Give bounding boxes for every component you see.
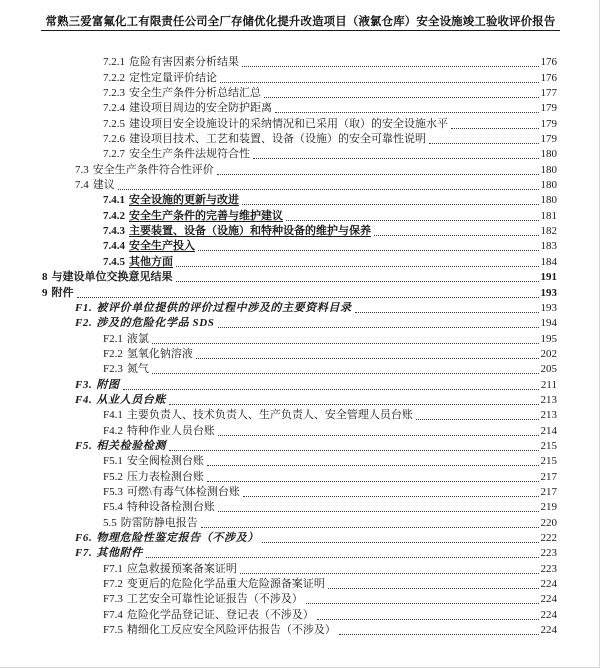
toc-entry-number: F7.1	[103, 562, 123, 575]
dot-leader	[429, 143, 539, 144]
toc-entry-number: F4.1	[103, 409, 123, 422]
dot-leader	[253, 158, 539, 159]
toc-entry-number: F1.	[75, 301, 93, 314]
toc-entry-page-number: 181	[540, 209, 557, 222]
toc-entry-title: 防雷防静电报告	[120, 516, 198, 529]
dot-leader	[317, 619, 539, 620]
dot-leader	[355, 312, 539, 313]
toc-entry	[42, 622, 557, 637]
toc-entry-page-number: 205	[540, 363, 557, 376]
toc-entry-page-number: 195	[540, 332, 557, 345]
toc-entry	[42, 115, 557, 130]
toc-entry-number: 7.4.5	[103, 255, 125, 268]
toc-entry-page-number: 193	[540, 286, 557, 299]
toc-entry-title: 应急救援预案备案证明	[126, 562, 237, 575]
toc-entry-title: 安全生产条件符合性评价	[92, 163, 214, 176]
toc-entry-title: 压力表检测台账	[126, 470, 204, 483]
toc-entry	[42, 376, 557, 391]
toc-entry-number: 9	[42, 286, 48, 299]
toc-entry-number: 7.2.7	[103, 148, 125, 161]
dot-leader	[220, 82, 539, 83]
toc-entry-number: F7.2	[103, 578, 123, 591]
toc-entry-title: 可燃\有毒气体检测台账	[126, 485, 240, 498]
toc-entry-number: F5.	[75, 439, 93, 452]
toc-entry-page-number: 224	[540, 593, 557, 606]
toc-entry	[42, 223, 557, 238]
toc-entry-page-number: 183	[540, 240, 557, 253]
toc-entry	[42, 606, 557, 621]
toc-entry-page-number: 176	[540, 71, 557, 84]
toc-entry-number: 8	[42, 271, 48, 284]
toc-entry-number: F6.	[75, 532, 93, 544]
toc-entry-page-number: 180	[540, 148, 557, 161]
toc-entry-number: F2.	[75, 317, 93, 330]
toc-entry-page-number: 219	[540, 501, 557, 514]
toc-entry-number: F7.	[75, 547, 93, 560]
dot-leader	[217, 174, 539, 175]
toc-entry	[42, 468, 557, 483]
dot-leader	[218, 435, 539, 436]
toc-entry	[42, 330, 557, 345]
toc-entry-number: F5.4	[103, 501, 123, 514]
toc-entry-title: 与建设单位交换意见结果	[51, 271, 173, 284]
toc-entry	[42, 591, 557, 606]
toc-entry	[42, 177, 557, 192]
toc-entry-page-number: 179	[540, 102, 557, 115]
dot-leader	[328, 588, 539, 589]
toc-entry-number: 7.4.4	[103, 240, 125, 253]
dot-leader	[176, 266, 539, 267]
toc-entry-title: 建设项目技术、工艺和装置、设备（设施）的安全可靠性说明	[129, 133, 426, 146]
toc-entry	[42, 192, 557, 207]
toc-entry-page-number: 179	[540, 133, 557, 146]
toc-entry-number: 7.2.1	[103, 56, 125, 69]
dot-leader	[118, 189, 539, 190]
toc-entry-page-number: 214	[540, 424, 557, 437]
toc-entry-number: 5.5	[103, 516, 117, 529]
toc-entry	[42, 545, 557, 560]
toc-entry-page-number: 215	[540, 439, 557, 452]
toc-entry	[42, 361, 557, 376]
toc-entry	[42, 346, 557, 361]
toc-entry-number: F5.1	[103, 455, 123, 468]
toc-entry-title: 安全生产投入	[129, 240, 195, 253]
toc-entry-page-number: 220	[540, 516, 557, 529]
toc-entry-title: 主要负责人、技术负责人、生产负责人、安全管理人员台账	[126, 409, 413, 422]
toc-entry-title: 安全阀检测台账	[126, 455, 204, 468]
toc-entry-number: F2.2	[103, 347, 123, 360]
toc-entry-title: 附图	[96, 378, 120, 391]
dot-leader	[374, 235, 539, 236]
toc-entry-page-number: 217	[540, 485, 557, 498]
toc-entry-title: 相关检验检测	[96, 439, 166, 452]
dot-leader	[218, 511, 539, 512]
dot-leader	[198, 250, 539, 251]
toc-entry-title: 其他方面	[129, 255, 173, 268]
toc-entry	[42, 438, 557, 453]
toc-entry-number: F3.	[75, 378, 93, 391]
toc-entry	[42, 576, 557, 591]
toc-entry-page-number: 222	[540, 532, 557, 544]
dot-leader	[240, 573, 539, 574]
toc-entry	[42, 69, 557, 84]
toc-entry-page-number: 179	[540, 117, 557, 130]
toc-entry-page-number: 211	[540, 378, 557, 391]
dot-leader	[262, 542, 539, 543]
toc-entry-title: 特种设备检测台账	[126, 501, 215, 514]
toc-entry-number: F4.	[75, 393, 93, 406]
toc-entry-page-number: 194	[540, 317, 557, 330]
toc-entry-title: 物理危险性鉴定报告（不涉及）	[96, 532, 259, 544]
toc-entry-number: 7.4.1	[103, 194, 125, 207]
toc-entry	[42, 300, 557, 315]
toc-entry	[42, 269, 557, 284]
dot-leader	[306, 603, 539, 604]
dot-leader	[339, 634, 539, 635]
toc-entry-page-number: 213	[540, 393, 557, 406]
toc-entry-title: 氮气	[126, 363, 149, 376]
dot-leader	[201, 527, 539, 528]
toc-entry	[42, 146, 557, 161]
dot-leader	[207, 481, 539, 482]
toc-entry-title: 涉及的危险化学品 SDS	[96, 317, 215, 330]
toc-entry	[42, 484, 557, 499]
toc-entry	[42, 238, 557, 253]
toc-entry-number: 7.2.2	[103, 71, 125, 84]
dot-leader	[152, 373, 539, 374]
toc-entry-page-number: 193	[540, 301, 557, 314]
dot-leader	[243, 496, 539, 497]
dot-leader	[146, 557, 539, 558]
toc-entry-number: F2.1	[103, 332, 123, 345]
toc-entry-page-number: 213	[540, 409, 557, 422]
toc-entry-page-number: 217	[540, 470, 557, 483]
toc-entry-title: 氢氧化钠溶液	[126, 347, 193, 360]
toc-entry	[42, 253, 557, 268]
toc-entry-title: 从业人员台账	[96, 393, 166, 406]
toc-entry-number: 7.3	[75, 163, 89, 176]
dot-leader	[169, 450, 539, 451]
toc-entry-title: 危险有害因素分析结果	[129, 56, 239, 69]
toc-entry-number: 7.4.3	[103, 225, 125, 238]
dot-leader	[242, 204, 539, 205]
toc-entry-page-number: 182	[540, 225, 557, 238]
dot-leader	[196, 358, 539, 359]
running-header: 常熟三爱富氟化工有限责任公司全厂存储优化提升改造项目（液氯仓库）安全设施竣工验收评价报告	[41, 13, 560, 31]
toc-entry-title: 工艺安全可靠性论证报告（不涉及）	[126, 593, 303, 606]
toc-entry-number: 7.4.2	[103, 209, 125, 222]
toc-entry-number: F4.2	[103, 424, 123, 437]
toc-entry-number: F7.4	[103, 608, 123, 621]
toc-entry	[42, 54, 557, 69]
dot-leader	[152, 343, 539, 344]
dot-leader	[286, 220, 539, 221]
dot-leader	[207, 465, 539, 466]
toc-entry-title: 定性定量评价结论	[129, 71, 217, 84]
toc-entry-number: F5.2	[103, 470, 123, 483]
toc-entry	[42, 453, 557, 468]
toc-entry	[42, 560, 557, 575]
toc-entry-number: 7.2.6	[103, 133, 125, 146]
toc-entry-number: F2.3	[103, 363, 123, 376]
toc-entry-number: 7.2.5	[103, 117, 125, 130]
toc-entry	[42, 499, 557, 514]
toc-entry-title: 安全生产条件分析总结汇总	[129, 87, 261, 100]
toc-entry-number: F7.5	[103, 624, 123, 637]
toc-entry	[42, 161, 557, 176]
toc-entry	[42, 131, 557, 146]
toc-entry-title: 主要装置、设备（设施）和特种设备的维护与保养	[129, 225, 371, 238]
dot-leader	[275, 112, 539, 113]
toc-entry	[42, 392, 557, 407]
toc-entry-page-number: 224	[540, 608, 557, 621]
toc-entry-title: 其他附件	[96, 547, 143, 560]
toc-entry-page-number: 224	[540, 624, 557, 637]
toc-entry-page-number: 184	[540, 255, 557, 268]
toc-entry	[42, 407, 557, 422]
toc-entry-page-number: 224	[540, 578, 557, 591]
toc-entry-title: 精细化工反应安全风险评估报告（不涉及）	[126, 624, 336, 637]
toc-entry	[42, 207, 557, 222]
toc-entry-title: 危险化学品登记证、登记表（不涉及）	[126, 608, 314, 621]
toc-entry-title: 液氯	[126, 332, 149, 345]
dot-leader	[176, 281, 539, 282]
toc-entry-title: 建议	[92, 179, 115, 192]
toc-entry	[42, 100, 557, 115]
dot-leader	[123, 389, 539, 390]
dot-leader	[77, 297, 539, 298]
toc-entry-number: 7.2.3	[103, 87, 125, 100]
toc-entry-page-number: 191	[540, 271, 557, 284]
toc-entry-page-number: 180	[540, 179, 557, 192]
toc-entry-page-number: 215	[540, 455, 557, 468]
toc-entry-title: 安全设施的更新与改进	[129, 194, 239, 207]
dot-leader	[242, 66, 539, 67]
toc-entry-number: 7.4	[75, 179, 89, 192]
toc-entry	[42, 284, 557, 299]
toc-entry-page-number: 223	[540, 547, 557, 560]
dot-leader	[169, 404, 539, 405]
toc-entry-title: 建设项目周边的安全防护距离	[129, 102, 272, 115]
toc-entry-number: 7.2.4	[103, 102, 125, 115]
toc-entry	[42, 530, 557, 545]
toc-entry-page-number: 180	[540, 163, 557, 176]
toc-entry-page-number: 202	[540, 347, 557, 360]
toc-entry-title: 特种作业人员台账	[126, 424, 215, 437]
toc-entry	[42, 85, 557, 100]
dot-leader	[218, 327, 539, 328]
dot-leader	[451, 128, 539, 129]
toc-entry-page-number: 176	[540, 56, 557, 69]
toc-entry-title: 变更后的危险化学品重大危险源备案证明	[126, 578, 325, 591]
toc-entry-title: 安全生产条件法规符合性	[129, 148, 250, 161]
toc-entry	[42, 514, 557, 529]
toc-entry	[42, 422, 557, 437]
toc-entry-page-number: 180	[540, 194, 557, 207]
toc-entry-title: 被评价单位提供的评价过程中涉及的主要资料目录	[96, 301, 352, 314]
toc-entry-number: F7.3	[103, 593, 123, 606]
toc-entry-page-number: 223	[540, 562, 557, 575]
table-of-contents	[42, 54, 557, 637]
toc-entry-page-number: 177	[540, 87, 557, 100]
toc-entry-title: 建设项目安全设施设计的采纳情况和已采用（取）的安全设施水平	[129, 117, 448, 130]
toc-entry-title: 附件	[51, 286, 74, 299]
dot-leader	[416, 419, 539, 420]
toc-entry-title: 安全生产条件的完善与维护建议	[129, 209, 283, 222]
toc-entry-number: F5.3	[103, 485, 123, 498]
dot-leader	[264, 97, 539, 98]
toc-entry	[42, 315, 557, 330]
